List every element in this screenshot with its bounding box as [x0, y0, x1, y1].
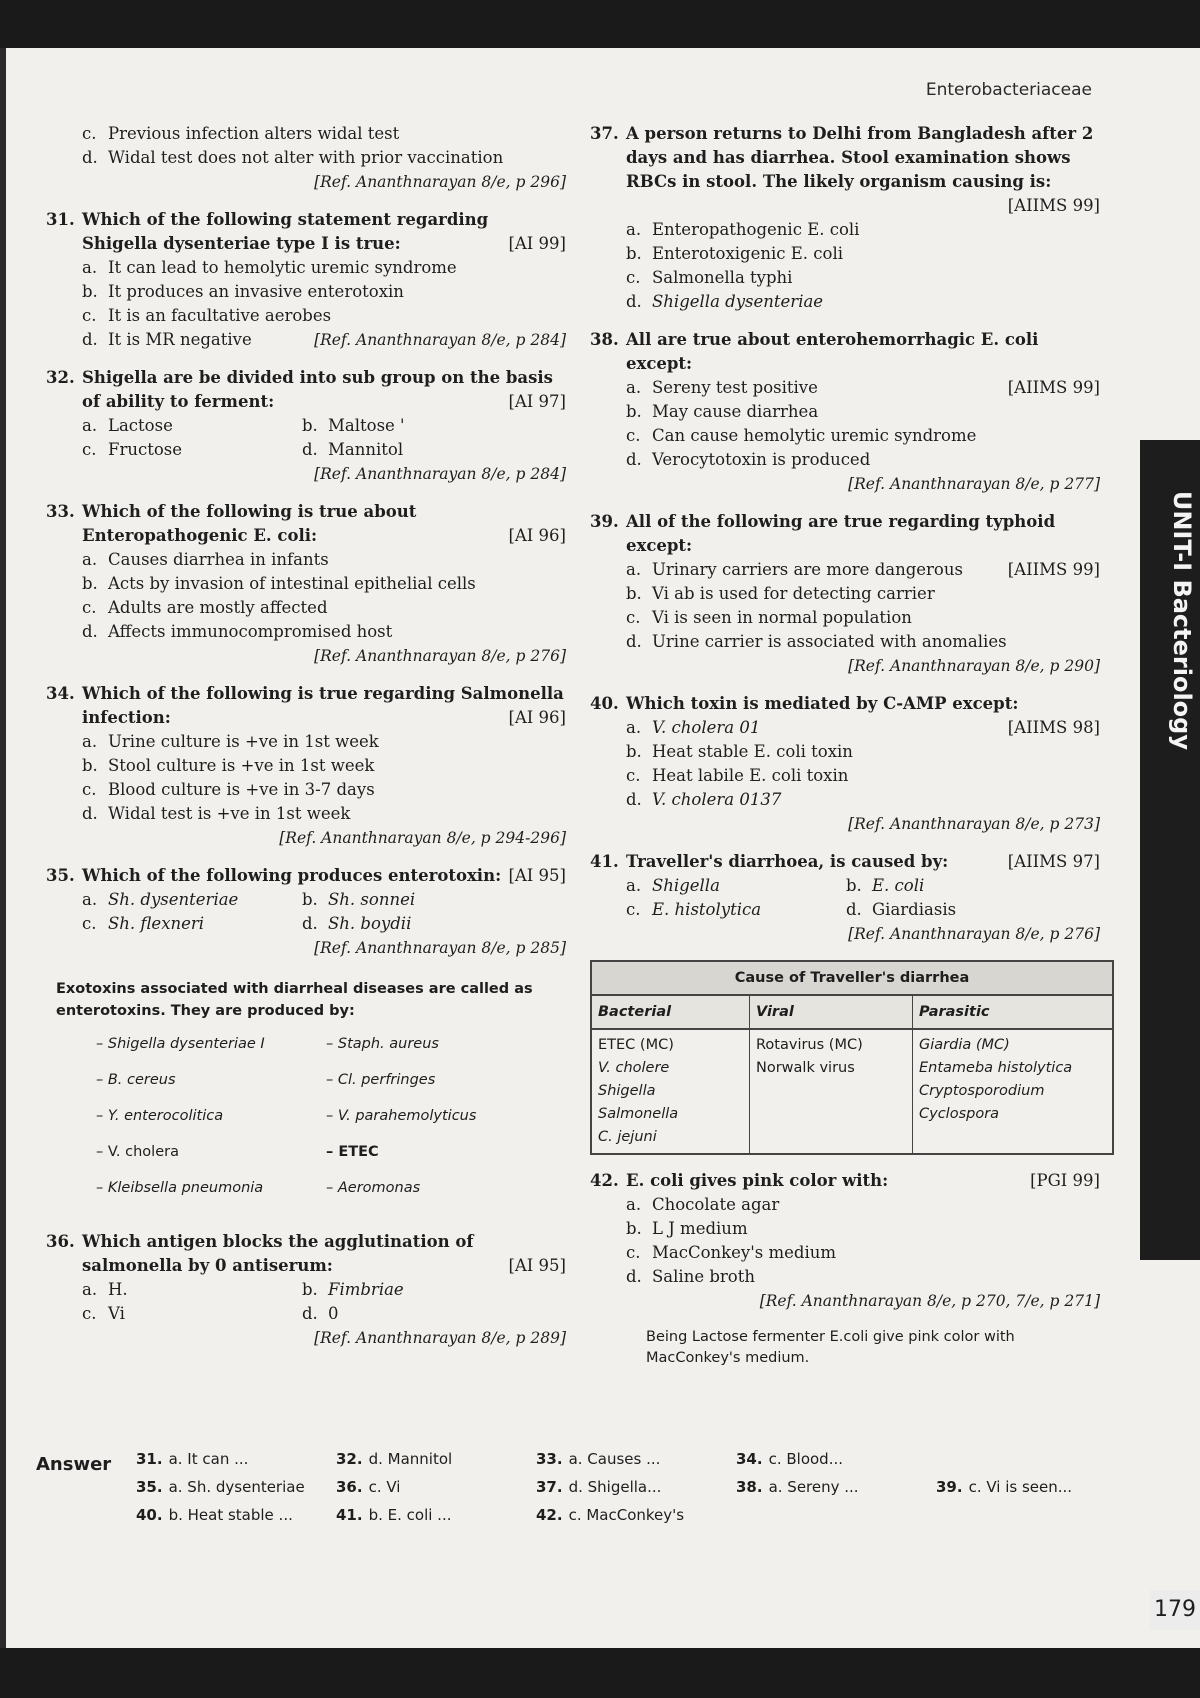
reference: [Ref. Ananthnarayan 8/e, p 284] [314, 465, 566, 483]
answer-item: 38. a. Sereny ... [736, 1478, 859, 1496]
question-36: 36. Which antigen blocks the agglutination of salmonella by 0 antiserum: [AI 95] a. H. b. Fimbriae c. Vi d. 0 [Ref. Ananthnarayan 8/e, p 289] [46, 1230, 566, 1350]
question-33: 33. Which of the following is true about Enteropathogenic E. coli: [AI 96] a. Causes diarrhea in infants b. Acts by invasion of intestinal epithelial cells c. Adults are mostly affected d. Affects immunocompromised host [Ref. Ananthnarayan 8/e, p 276] [46, 500, 566, 668]
reference: [Ref. Ananthnarayan 8/e, p 294-296] [279, 829, 566, 847]
list-item: – B. cereus [96, 1072, 176, 1088]
question-30-continued [46, 122, 566, 194]
reference: [Ref. Ananthnarayan 8/e, p 276] [314, 647, 566, 665]
list-item: – V. cholera [96, 1144, 179, 1160]
list-item: – V. parahemolyticus [326, 1108, 477, 1124]
answer-item: 42. c. MacConkey's [536, 1506, 685, 1524]
reference: [Ref. Ananthnarayan 8/e, p 285] [314, 939, 566, 957]
reference: [Ref. Ananthnarayan 8/e, p 270, 7/e, p 271] [759, 1292, 1100, 1310]
table-caption: Cause of Traveller's diarrhea [592, 962, 1112, 996]
table-header: Bacterial Viral Parasitic [592, 996, 1112, 1030]
question-37: 37. A person returns to Delhi from Bangladesh after 2 days and has diarrhea. Stool examination shows RBCs in stool. The likely organism causing is: [AIIMS 99] a. Enteropathogenic E. coli b. Enterotoxigenic E. coli c. Salmonella typhi d. Shigella dysenteriae [590, 124, 1100, 311]
question-32: 32. Shigella are be divided into sub group on the basis of ability to ferment: [AI 97] a. Lactose b. Maltose ' c. Fructose d. Mannitol [Ref. Ananthnarayan 8/e, p 284] [46, 366, 566, 486]
list-item: – ETEC [326, 1144, 379, 1160]
right-column [590, 122, 1100, 1369]
answer-item: 36. c. Vi [336, 1478, 401, 1496]
running-header: Enterobacteriaceae [925, 80, 1092, 100]
binding-edge [0, 48, 6, 1648]
enterotoxin-note: Exotoxins associated with diarrheal diseases are called as enterotoxins. They are produced by: [56, 981, 533, 1019]
reference: [Ref. Ananthnarayan 8/e, p 273] [848, 815, 1100, 833]
answer-item: 41. b. E. coli ... [336, 1506, 452, 1524]
answer-item: 39. c. Vi is seen... [936, 1478, 1073, 1496]
left-column [46, 122, 566, 1364]
table-row: ETEC (MC) V. cholere Shigella Salmonella C. jejuni Rotavirus (MC) Norwalk virus Giardia (MC) Entameba histolytica Cryptosporodium Cyclospora [592, 1030, 1112, 1153]
answer-item: 37. d. Shigella... [536, 1478, 662, 1496]
reference: [Ref. Ananthnarayan 8/e, p 284] [314, 331, 566, 349]
list-item: – Y. enterocolitica [96, 1108, 224, 1124]
question-34: 34. Which of the following is true regarding Salmonella infection: [AI 96] a. Urine culture is +ve in 1st week b. Stool culture is +ve in 1st week c. Blood culture is +ve in 3-7 days d. Widal test is +ve in 1st week [Ref. Ananthnarayan 8/e, p 294-296] [46, 682, 566, 850]
option: c. Previous infection alters widal test [82, 124, 400, 143]
question-41: 41. Traveller's diarrhoea, is caused by: [AIIMS 97] a. Shigella b. E. coli c. E. histolytica d. Giardiasis [Ref. Ananthnarayan 8/e, p 276] [590, 850, 1100, 946]
reference: [Ref. Ananthnarayan 8/e, p 296] [314, 173, 566, 191]
question-38: 38. All are true about enterohemorrhagic E. coli except: a. Sereny test positive [AIIMS 99] b. May cause diarrhea c. Can cause hemolytic uremic syndrome d. Verocytotoxin is produced [Ref. Ananthnarayan 8/e, p 277] [590, 328, 1100, 496]
answer-item: 34. c. Blood... [736, 1450, 843, 1468]
question-42: 42. E. coli gives pink color with: [PGI 99] a. Chocolate agar b. L J medium c. MacConkey's medium d. Saline broth [Ref. Ananthnarayan 8/e, p 270, 7/e, p 271] [590, 1169, 1100, 1313]
enterotoxin-list [96, 1032, 566, 1200]
question-39: 39. All of the following are true regarding typhoid except: a. Urinary carriers are more dangerous [AIIMS 99] b. Vi ab is used for detecting carrier c. Vi is seen in normal population d. Urine carrier is associated with anomalies [Ref. Ananthnarayan 8/e, p 290] [590, 510, 1100, 678]
answer-item: 35. a. Sh. dysenteriae [136, 1478, 305, 1496]
question-40: 40. Which toxin is mediated by C-AMP except: a. V. cholera 01 [AIIMS 98] b. Heat stable E. coli toxin c. Heat labile E. coli toxin d. V. cholera 0137 [Ref. Ananthnarayan 8/e, p 273] [590, 692, 1100, 836]
answer-item: 32. d. Mannitol [336, 1450, 453, 1468]
list-item: – Cl. perfringes [326, 1072, 436, 1088]
list-item: – Staph. aureus [326, 1036, 439, 1052]
list-item: – Kleibsella pneumonia [96, 1180, 264, 1196]
list-item: – Aeromonas [326, 1180, 421, 1196]
reference: [Ref. Ananthnarayan 8/e, p 289] [314, 1329, 566, 1347]
answer-item: 40. b. Heat stable ... [136, 1506, 293, 1524]
explanation: Being Lactose fermenter E.coli give pink color with MacConkey's medium. [646, 1329, 1015, 1366]
reference: [Ref. Ananthnarayan 8/e, p 276] [848, 925, 1100, 943]
answer-title: Answer [36, 1454, 112, 1475]
question-35: 35. Which of the following produces enterotoxin: [AI 95] a. Sh. dysenteriae b. Sh. sonnei c. Sh. flexneri d. Sh. boydii [Ref. Ananthnarayan 8/e, p 285] [46, 864, 566, 960]
list-item: – Shigella dysenteriae I [96, 1036, 265, 1052]
reference: [Ref. Ananthnarayan 8/e, p 290] [848, 657, 1100, 675]
option: d. Widal test does not alter with prior vaccination [82, 148, 504, 167]
travellers-diarrhea-table [590, 960, 1114, 1155]
page-number: 179 [1150, 1590, 1200, 1630]
answer-item: 33. a. Causes ... [536, 1450, 661, 1468]
question-31: 31. Which of the following statement regarding Shigella dysenteriae type I is true: [AI 99] a. It can lead to hemolytic uremic syndrome b. It produces an invasive enterotoxin c. It is an facultative aerobes d. It is MR negative [Ref. Ananthnarayan 8/e, p 284] [46, 208, 566, 352]
reference: [Ref. Ananthnarayan 8/e, p 277] [848, 475, 1100, 493]
answer-item: 31. a. It can ... [136, 1450, 249, 1468]
